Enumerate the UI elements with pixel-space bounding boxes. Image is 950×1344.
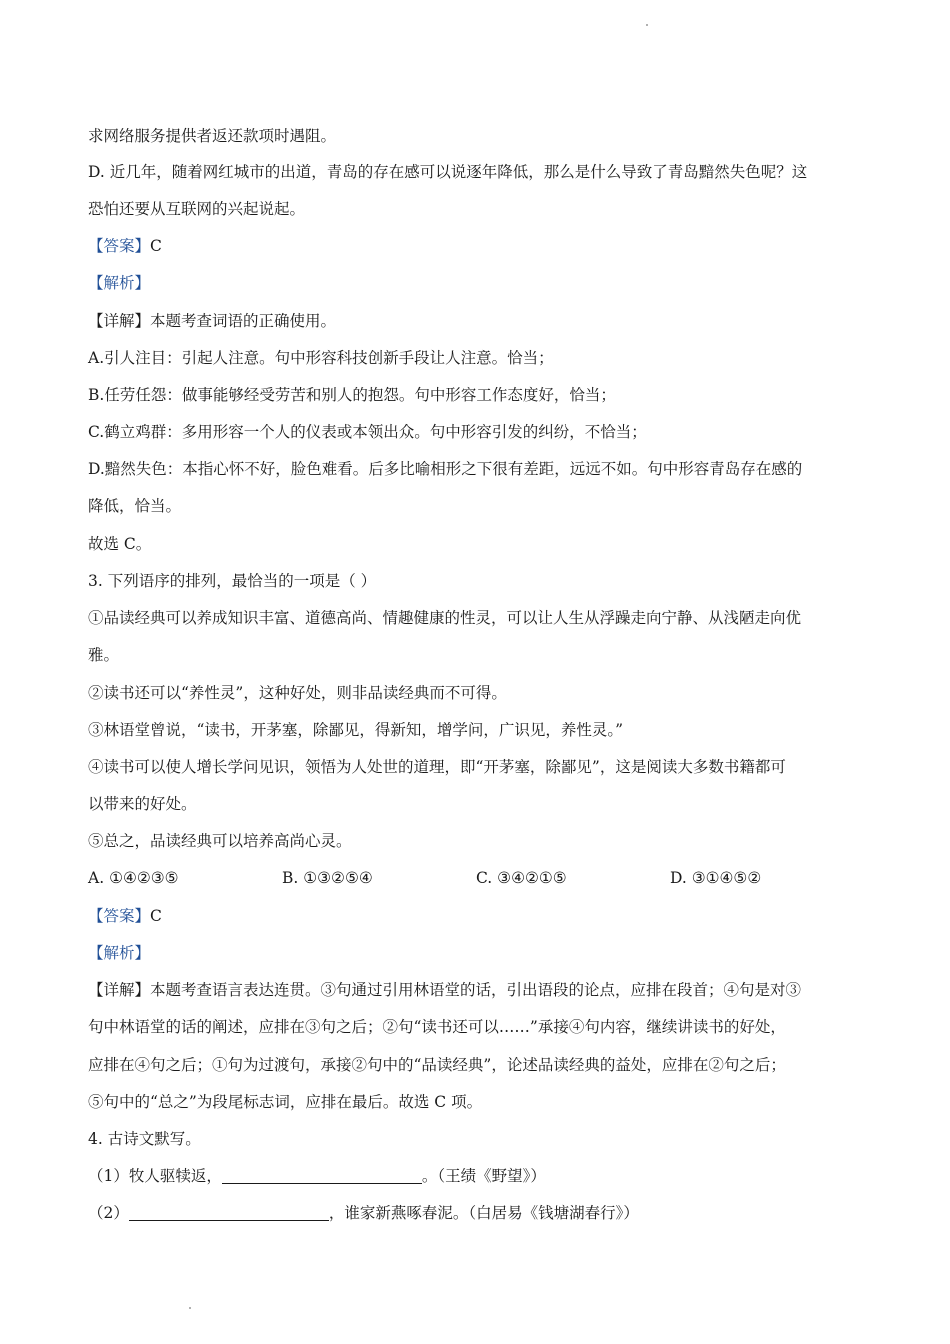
q2-detail-d-cont: 降低，恰当。 — [88, 497, 182, 515]
answer-tag: 【答案】 — [88, 237, 151, 255]
q3-answer — [88, 904, 868, 928]
q2-detail-b: B.任劳任怨：做事能够经受劳苦和别人的抱怨。句中形容工作态度好，恰当； — [88, 386, 616, 404]
scan-mark — [189, 1307, 191, 1309]
analysis-tag: 【解析】 — [88, 944, 151, 962]
q3-option-b: B. ①③②⑤④ — [282, 869, 373, 887]
q3-sentence-4-cont: 以带来的好处。 — [88, 795, 197, 813]
q3-detail-cont-3: ⑤句中的“总之”为段尾标志词，应排在最后。故选 C 项。 — [88, 1093, 483, 1111]
answer-value: C — [150, 237, 162, 255]
q4-stem: 4. 古诗文默写。 — [88, 1130, 201, 1148]
fill-blank[interactable] — [222, 1167, 422, 1184]
q3-sentence-5: ⑤总之，品读经典可以培养高尚心灵。 — [88, 832, 352, 850]
q3-option-c: C. ③④②①⑤ — [476, 869, 567, 887]
q3-detail — [88, 978, 868, 1002]
detail-tag: 【详解】 — [88, 981, 151, 999]
q2-detail-c: C.鹤立鸡群：多用形容一个人的仪表或本领出众。句中形容引发的纠纷，不恰当； — [88, 423, 647, 441]
q4-item-1: （1）牧人驱犊返， 。（王绩《野望》） — [88, 1167, 546, 1185]
q2-conclusion: 故选 C。 — [88, 535, 152, 553]
q3-sentence-4: ④读书可以使人增长学问见识，领悟为人处世的道理，即“开茅塞，除鄙见”，这是阅读大多数书籍都可 — [88, 758, 786, 776]
detail-intro: 本题考查词语的正确使用。 — [150, 312, 337, 330]
q2-analysis — [88, 271, 868, 295]
q2-detail-a: A.引人注目：引起人注意。句中形容科技创新手段让人注意。恰当； — [88, 349, 554, 367]
q2-detail-d: D.黯然失色：本指心怀不好，脸色难看。后多比喻相形之下很有差距，远远不如。句中形容青岛存在感的 — [88, 460, 803, 478]
answer-value: C — [150, 907, 162, 925]
q3-sentence-3: ③林语堂曾说，“读书，开茅塞，除鄙见，得新知，增学问，广识见，养性灵。” — [88, 721, 624, 739]
q3-sentence-1-cont: 雅。 — [88, 646, 120, 664]
fill-blank[interactable] — [129, 1204, 329, 1221]
q3-stem: 3. 下列语序的排列，最恰当的一项是（ ） — [88, 572, 377, 590]
q3-sentence-1: ①品读经典可以养成知识丰富、道德高尚、情趣健康的性灵，可以让人生从浮躁走向宁静、从浅陋走向优 — [88, 609, 802, 627]
q3-option-a: A. ①④②③⑤ — [88, 869, 179, 887]
detail-tag: 【详解】 — [88, 312, 151, 330]
q2-option-d: D. 近几年，随着网红城市的出道，青岛的存在感可以说逐年降低，那么是什么导致了青岛黯然失色呢？这 — [88, 163, 808, 181]
q3-detail-cont-2: 应排在④句之后；①句为过渡句，承接②句中的“品读经典”，论述品读经典的益处，应排在②句之后； — [88, 1056, 786, 1074]
q2-detail — [88, 309, 868, 333]
q2-answer — [88, 234, 868, 258]
q3-detail-cont-1: 句中林语堂的话的阐述，应排在③句之后；②句“读书还可以……”承接④句内容，继续讲读书的好处， — [88, 1018, 786, 1036]
q2-option-d-cont: 恐怕还要从互联网的兴起说起。 — [88, 200, 306, 218]
analysis-tag: 【解析】 — [88, 274, 151, 292]
answer-tag: 【答案】 — [88, 907, 151, 925]
scan-mark — [646, 24, 648, 26]
q3-option-d: D. ③①④⑤② — [670, 869, 762, 887]
detail-text: 本题考查语言表达连贯。③句通过引用林语堂的话，引出语段的论点，应排在段首；④句是对③ — [150, 981, 802, 999]
q4-item-2: （2） ，谁家新燕啄春泥。（白居易《钱塘湖春行》） — [88, 1204, 639, 1222]
q2-option-c-end: 求网络服务提供者返还款项时遇阻。 — [88, 127, 337, 145]
q3-sentence-2: ②读书还可以“养性灵”，这种好处，则非品读经典而不可得。 — [88, 684, 507, 702]
q3-analysis — [88, 941, 868, 965]
